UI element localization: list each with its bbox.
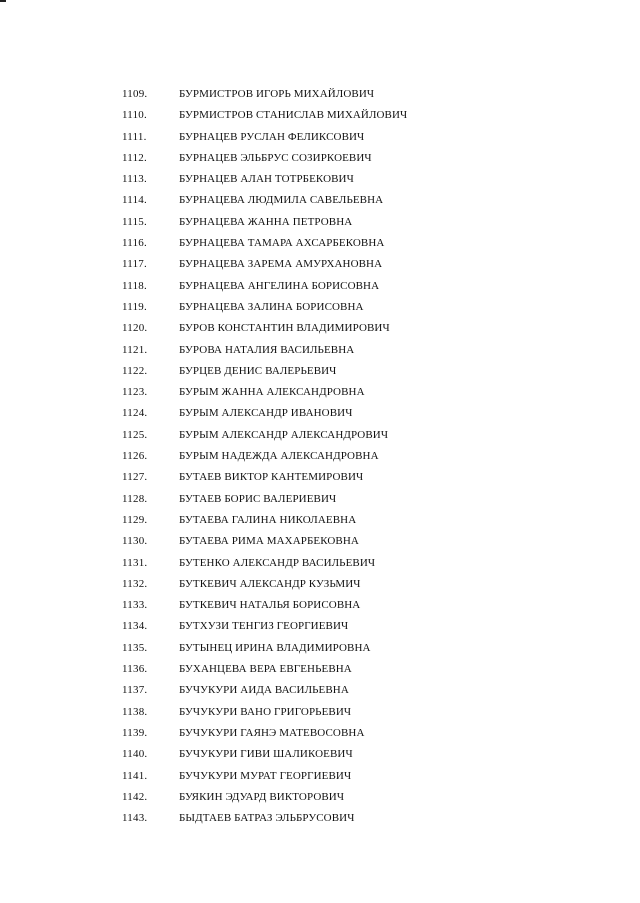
list-item <box>0 340 640 361</box>
entry-full-name: БУРМИСТРОВ СТАНИСЛАВ МИХАЙЛОВИЧ <box>179 109 408 122</box>
entry-full-name: БЫДТАЕВ БАТРАЗ ЭЛЬБРУСОВИЧ <box>179 812 355 825</box>
entry-full-name: БУТЕНКО АЛЕКСАНДР ВАСИЛЬЕВИЧ <box>179 556 376 569</box>
entry-full-name: БУРОВ КОНСТАНТИН ВЛАДИМИРОВИЧ <box>179 322 390 335</box>
list-item <box>0 276 640 297</box>
entry-number: 1139. <box>122 726 148 739</box>
entry-full-name: БУРЫМ АЛЕКСАНДР АЛЕКСАНДРОВИЧ <box>179 428 389 441</box>
entry-full-name: БУТАЕВ ВИКТОР КАНТЕМИРОВИЧ <box>179 471 364 484</box>
list-item <box>0 169 640 190</box>
entry-full-name: БУРЫМ ЖАННА АЛЕКСАНДРОВНА <box>179 386 365 399</box>
entry-full-name: БУЧУКУРИ ГИВИ ШАЛИКОЕВИЧ <box>179 748 353 761</box>
entry-number: 1116. <box>122 237 147 250</box>
entry-number: 1136. <box>122 663 148 676</box>
entry-number: 1126. <box>122 450 148 463</box>
entry-full-name: БУРНАЦЕВА ЗАЛИНА БОРИСОВНА <box>179 300 364 313</box>
list-item <box>0 723 640 744</box>
entry-number: 1119. <box>122 300 147 313</box>
list-item <box>0 616 640 637</box>
list-item <box>0 425 640 446</box>
entry-number: 1134. <box>122 620 148 633</box>
entry-full-name: БУЧУКУРИ ГАЯНЭ МАТЕВОСОВНА <box>179 726 365 739</box>
list-item <box>0 212 640 233</box>
entry-full-name: БУРЫМ АЛЕКСАНДР ИВАНОВИЧ <box>179 407 353 420</box>
entry-number: 1130. <box>122 535 148 548</box>
entry-number: 1137. <box>122 684 148 697</box>
entry-number: 1114. <box>122 194 147 207</box>
entry-number: 1143. <box>122 812 148 825</box>
entry-full-name: БУРМИСТРОВ ИГОРЬ МИХАЙЛОВИЧ <box>179 88 375 100</box>
entry-number: 1120. <box>122 322 148 335</box>
entry-full-name: БУРНАЦЕВ РУСЛАН ФЕЛИКСОВИЧ <box>179 130 365 143</box>
list-item <box>0 808 640 829</box>
entry-full-name: БУЧУКУРИ АИДА ВАСИЛЬЕВНА <box>179 684 349 697</box>
list-item <box>0 489 640 510</box>
entry-full-name: БУРЦЕВ ДЕНИС ВАЛЕРЬЕВИЧ <box>179 364 337 377</box>
entry-full-name: БУРНАЦЕВА АНГЕЛИНА БОРИСОВНА <box>179 279 380 292</box>
entry-full-name: БУРОВА НАТАЛИЯ ВАСИЛЬЕВНА <box>179 343 355 356</box>
list-item <box>0 148 640 169</box>
list-item <box>0 254 640 275</box>
list-item <box>0 446 640 467</box>
entry-number: 1128. <box>122 492 148 505</box>
entry-number: 1141. <box>122 769 148 782</box>
list-item <box>0 84 640 105</box>
entry-full-name: БУХАНЦЕВА ВЕРА ЕВГЕНЬЕВНА <box>179 663 352 676</box>
name-list <box>0 84 640 829</box>
list-item <box>0 190 640 211</box>
entry-full-name: БУРНАЦЕВ ЭЛЬБРУС СОЗИРКОЕВИЧ <box>179 151 372 164</box>
entry-full-name: БУТАЕВА ГАЛИНА НИКОЛАЕВНА <box>179 513 357 526</box>
list-item <box>0 403 640 424</box>
scan-corner-mark <box>0 0 6 2</box>
list-item <box>0 510 640 531</box>
list-item <box>0 531 640 552</box>
entry-full-name: БУРНАЦЕВА ЗАРЕМА АМУРХАНОВНА <box>179 258 383 271</box>
list-item <box>0 680 640 701</box>
entry-full-name: БУРНАЦЕВ АЛАН ТОТРБЕКОВИЧ <box>179 173 354 186</box>
list-item <box>0 659 640 680</box>
entry-number: 1142. <box>122 790 148 803</box>
entry-full-name: БУТКЕВИЧ АЛЕКСАНДР КУЗЬМИЧ <box>179 577 361 590</box>
list-item <box>0 553 640 574</box>
list-item <box>0 766 640 787</box>
entry-number: 1121. <box>122 343 148 356</box>
entry-number: 1111. <box>122 130 147 143</box>
entry-number: 1131. <box>122 556 148 569</box>
list-item <box>0 638 640 659</box>
list-item <box>0 702 640 723</box>
entry-number: 1110. <box>122 109 147 122</box>
entry-number: 1124. <box>122 407 148 420</box>
list-item <box>0 382 640 403</box>
list-item <box>0 297 640 318</box>
entry-full-name: БУТХУЗИ ТЕНГИЗ ГЕОРГИЕВИЧ <box>179 620 349 633</box>
entry-number: 1138. <box>122 705 148 718</box>
list-item <box>0 574 640 595</box>
entry-number: 1113. <box>122 173 147 186</box>
entry-number: 1122. <box>122 364 148 377</box>
list-item <box>0 318 640 339</box>
entry-full-name: БУРНАЦЕВА ТАМАРА АХСАРБЕКОВНА <box>179 237 385 250</box>
entry-number: 1123. <box>122 386 148 399</box>
entry-full-name: БУРНАЦЕВА ЖАННА ПЕТРОВНА <box>179 215 353 228</box>
list-item <box>0 467 640 488</box>
entry-number: 1125. <box>122 428 148 441</box>
list-item <box>0 595 640 616</box>
entry-number: 1127. <box>122 471 148 484</box>
entry-full-name: БУТАЕВ БОРИС ВАЛЕРИЕВИЧ <box>179 492 337 505</box>
list-item <box>0 787 640 808</box>
list-item <box>0 361 640 382</box>
entry-full-name: БУТАЕВА РИМА МАХАРБЕКОВНА <box>179 535 359 548</box>
entry-number: 1109. <box>122 88 148 100</box>
entry-full-name: БУЧУКУРИ ВАНО ГРИГОРЬЕВИЧ <box>179 705 352 718</box>
entry-number: 1140. <box>122 748 148 761</box>
list-item <box>0 127 640 148</box>
entry-number: 1115. <box>122 215 147 228</box>
entry-number: 1129. <box>122 513 148 526</box>
entry-full-name: БУРЫМ НАДЕЖДА АЛЕКСАНДРОВНА <box>179 450 379 463</box>
entry-full-name: БУТКЕВИЧ НАТАЛЬЯ БОРИСОВНА <box>179 599 361 612</box>
entry-full-name: БУРНАЦЕВА ЛЮДМИЛА САВЕЛЬЕВНА <box>179 194 384 207</box>
list-item <box>0 105 640 126</box>
entry-number: 1117. <box>122 258 147 271</box>
entry-number: 1133. <box>122 599 148 612</box>
entry-full-name: БУЧУКУРИ МУРАТ ГЕОРГИЕВИЧ <box>179 769 352 782</box>
list-item <box>0 744 640 765</box>
list-item <box>0 233 640 254</box>
entry-number: 1132. <box>122 577 148 590</box>
entry-full-name: БУЯКИН ЭДУАРД ВИКТОРОВИЧ <box>179 790 345 803</box>
entry-number: 1112. <box>122 151 147 164</box>
entry-number: 1135. <box>122 641 148 654</box>
entry-full-name: БУТЫНЕЦ ИРИНА ВЛАДИМИРОВНА <box>179 641 371 654</box>
entry-number: 1118. <box>122 279 147 292</box>
